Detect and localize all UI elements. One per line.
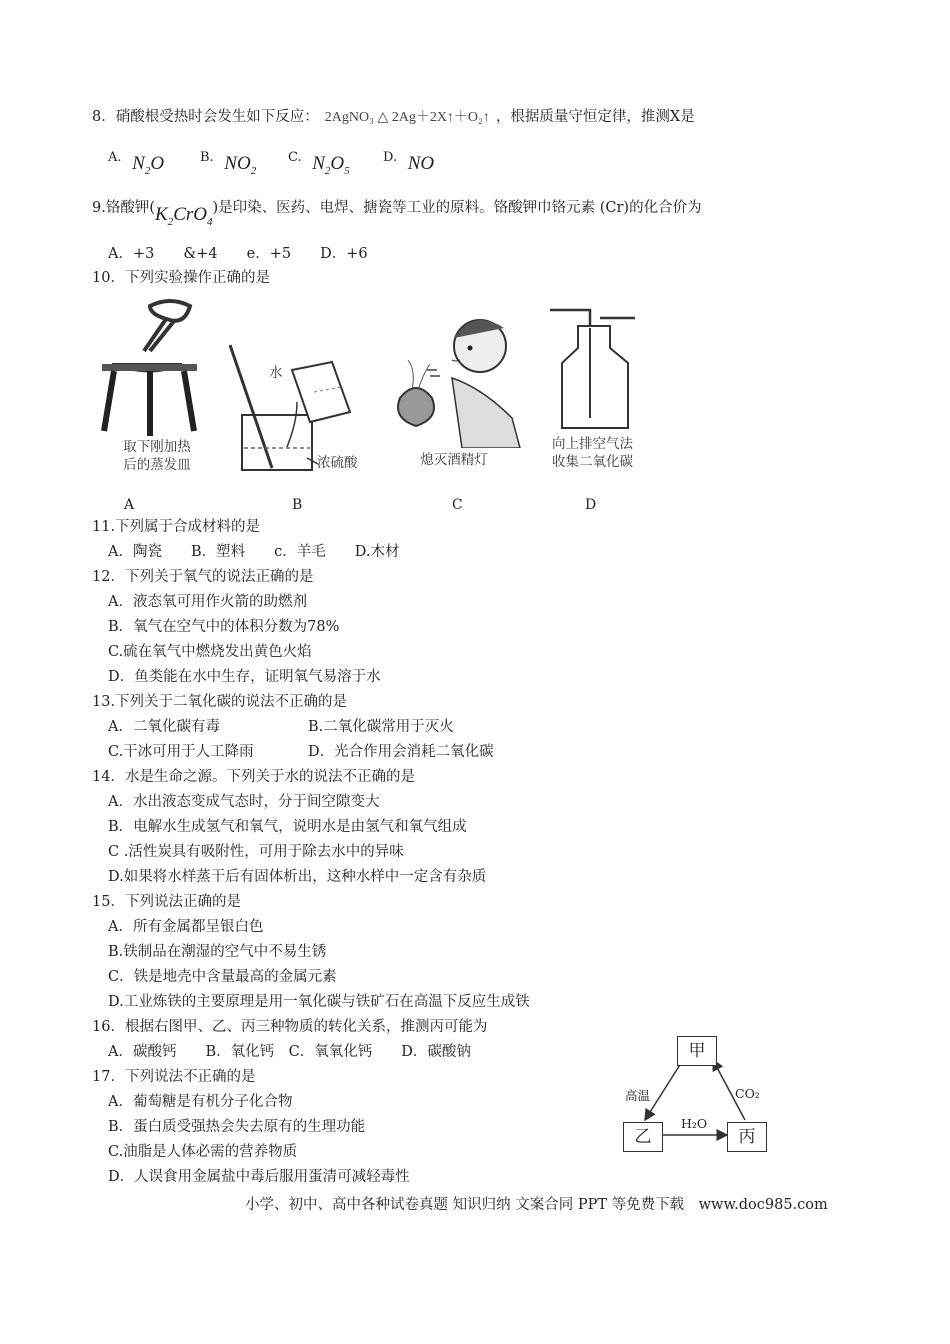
formula-part: K [155, 204, 168, 225]
q8-formula-c [312, 153, 350, 177]
q12-option-d: D．鱼类能在水中生存，证明氧气易溶于水 [108, 669, 381, 685]
q8-option-c [288, 146, 350, 177]
q8-stem [92, 107, 695, 128]
label-h2o: H₂O [681, 1116, 708, 1131]
formula-part: NO [407, 153, 435, 174]
option-label: D. [383, 150, 398, 165]
q10-stem: 10．下列实验操作正确的是 [92, 270, 270, 286]
formula-sub: 2 [167, 215, 174, 228]
node-bing: 丙 [727, 1122, 767, 1152]
caption-d-line1: 向上排空气法 [552, 436, 633, 452]
q17-option-a: A．葡萄糖是有机分子化合物 [108, 1094, 293, 1110]
q14-option-a: A．水出液态变成气态时，分于间空隙变大 [108, 794, 380, 810]
q17-option-b: B．蛋白质受强热会失去原有的生理功能 [108, 1119, 366, 1135]
figure-c-panel [382, 298, 530, 481]
formula-sub: 2 [144, 164, 151, 177]
caption-d-line2: 收集二氧化碳 [552, 454, 633, 470]
q9-text-before: 9.铬酸钾( [92, 200, 155, 216]
node-jia: 甲 [677, 1036, 717, 1066]
caption-b-acid: 浓硫酸 [317, 455, 358, 471]
q8-formula-b [224, 153, 257, 177]
caption-a-line2: 后的蒸发皿 [123, 457, 191, 473]
q11-options: A．陶瓷 B．塑料 c．羊毛 D.木材 [108, 544, 400, 560]
option-label: B. [200, 150, 214, 165]
q8-text-after: ，根据质量守恒定律，推测X是 [495, 109, 695, 125]
q8-option-b [200, 146, 257, 177]
figure-a-panel [92, 296, 222, 481]
caption-a-line1: 取下刚加热 [123, 439, 191, 455]
formula-part: CrO [173, 204, 207, 225]
formula-part: N [312, 153, 325, 174]
q14-option-c: C .活性炭具有吸附性，可用于除去水中的异味 [108, 844, 404, 860]
q16-options: A．碳酸钙 B．氧化钙 C．氧氧化钙 D．碳酸钠 [108, 1044, 471, 1060]
q9-text-after: )是印染、医药、电焊、搪瓷等工业的原料。铬酸钾巾铬元素 (Cr)的化合价为 [212, 200, 702, 216]
q8-formula-d [408, 153, 434, 174]
option-label: C. [288, 150, 302, 165]
page-footer: 小学、初中、高中各种试卷真题 知识归纳 文案合同 PPT 等免费下载 www.doc985.com [245, 1197, 828, 1213]
q8-equation: 2AgNO₃ △ 2Ag＋2X↑＋O₂↑ [324, 110, 490, 125]
q12-option-c: C.硫在氧气中燃烧发出黄色火焰 [108, 644, 312, 660]
q13-option-c: C.干冰可用于人工降雨 [108, 744, 254, 760]
formula-sub: 4 [206, 215, 213, 228]
formula-sub: 2 [250, 164, 257, 177]
q11-stem: 11.下列属于合成材料的是 [92, 519, 261, 535]
q14-stem: 14．水是生命之源。下列关于水的说法不正确的是 [92, 769, 415, 785]
q17-option-c: C.油脂是人体必需的营养物质 [108, 1144, 298, 1160]
option-label: A. [108, 150, 122, 165]
q9-options: A．+3 &+4 e．+5 D．+6 [108, 246, 368, 262]
node-yi: 乙 [623, 1122, 663, 1152]
q16-stem: 16．根据右图甲、乙、丙三种物质的转化关系，推测丙可能为 [92, 1019, 488, 1035]
formula-sub: 2 [324, 164, 331, 177]
caption-b-water: 水 [269, 365, 283, 381]
gas-collection-bottle-icon [540, 308, 645, 433]
q13-option-a: A．二氧化碳有毒 [108, 719, 220, 735]
q17-option-d: D．人误食用金属盐中毒后服用蛋清可减轻毒性 [108, 1169, 410, 1185]
q14-option-d: D.如果将水样蒸干后有固体析出，这种水样中一定含有杂质 [108, 869, 487, 885]
formula-part: N [132, 153, 145, 174]
figure-label-b: B [292, 497, 303, 513]
q12-option-b: B．氧气在空气中的体积分数为78% [108, 619, 340, 635]
q15-option-d: D.工业炼铁的主要原理是用一氧化碳与铁矿石在高温下反应生成铁 [108, 994, 530, 1010]
figure-label-d: D [585, 497, 597, 513]
q15-option-a: A．所有金属都呈银白色 [108, 919, 264, 935]
caption-c: 熄灭酒精灯 [420, 452, 488, 468]
q8-option-a [108, 146, 165, 177]
q12-stem: 12．下列关于氧气的说法正确的是 [92, 569, 314, 585]
figure-label-c: C [452, 497, 463, 513]
q8-formula-a [132, 153, 165, 177]
q13-option-b: B.二氧化碳常用于灭火 [308, 719, 454, 735]
q15-option-b: B.铁制品在潮湿的空气中不易生锈 [108, 944, 327, 960]
formula-part: O [150, 153, 165, 174]
formula-part: NO [224, 153, 251, 174]
blowing-alcohol-lamp-icon [382, 298, 530, 448]
q17-stem: 17．下列说法不正确的是 [92, 1069, 256, 1085]
figure-label-a: A [124, 497, 135, 513]
figure-d-panel [540, 308, 645, 481]
q12-option-a: A．液态氧可用作火箭的助燃剂 [108, 594, 307, 610]
q14-option-b: B．电解水生成氢气和氧气，说明水是由氢气和氧气组成 [108, 819, 467, 835]
q15-option-c: C．铁是地壳中含量最高的金属元素 [108, 969, 337, 985]
q8-text-before: 8．硝酸根受热时会发生如下反应： [92, 109, 319, 125]
q9-formula [155, 204, 213, 228]
q8-option-d [383, 146, 435, 174]
q13-stem: 13.下列关于二氧化碳的说法不正确的是 [92, 694, 348, 710]
q9-stem [92, 197, 702, 227]
q15-stem: 15．下列说法正确的是 [92, 894, 241, 910]
label-co2: CO₂ [735, 1086, 760, 1101]
formula-sub: 5 [344, 164, 350, 177]
formula-part: O [330, 153, 345, 174]
label-gaowen: 高温 [625, 1088, 651, 1103]
q13-option-d: D．光合作用会消耗二氧化碳 [308, 744, 494, 760]
figure-b-panel [222, 340, 370, 481]
q16-diagram [615, 1030, 785, 1155]
